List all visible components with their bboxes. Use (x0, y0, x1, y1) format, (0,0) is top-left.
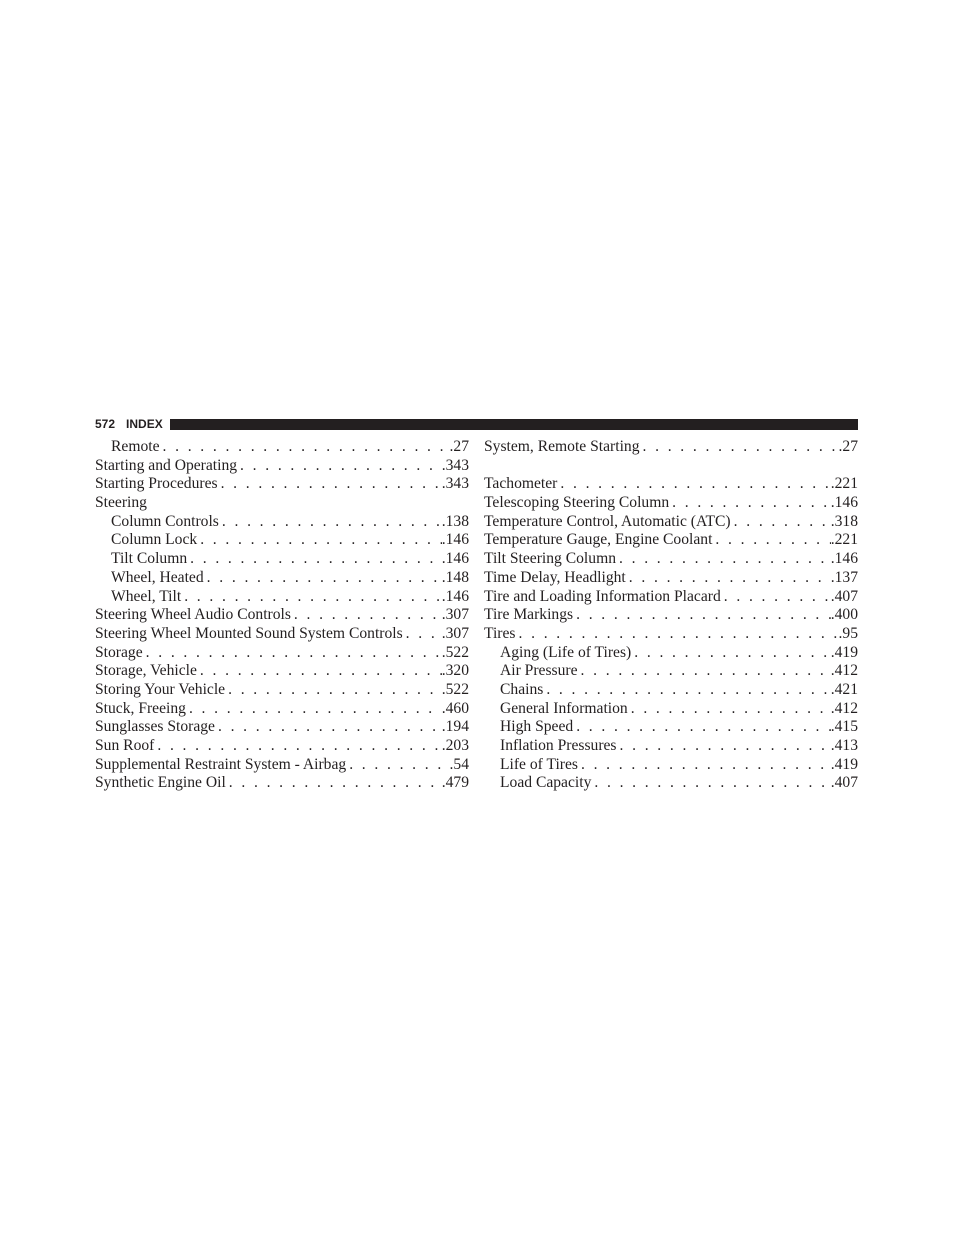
entry-page-number: .400 (830, 606, 858, 624)
dot-leader (237, 457, 442, 476)
index-spacer (484, 457, 858, 476)
header-rule (170, 419, 858, 430)
dot-leader (631, 644, 830, 663)
entry-label: Steering Wheel Audio Controls (95, 606, 291, 624)
dot-leader (712, 531, 830, 550)
entry-label: Sunglasses Storage (95, 718, 215, 736)
entry-page-number: .460 (441, 699, 469, 717)
index-subentry (95, 513, 469, 532)
dot-leader (557, 475, 830, 494)
dot-leader (186, 700, 442, 719)
index-entry (95, 756, 469, 775)
entry-page-number: .146 (441, 531, 469, 549)
index-entry (95, 606, 469, 625)
entry-label: Chains (500, 680, 544, 698)
entry-label: Stuck, Freeing (95, 699, 186, 717)
dot-leader (617, 737, 831, 756)
entry-label: Load Capacity (500, 774, 592, 792)
entry-page-number: .54 (449, 755, 469, 773)
dot-leader (197, 531, 442, 550)
entry-page-number: .343 (441, 475, 469, 493)
dot-leader (669, 494, 831, 513)
entry-label: Temperature Gauge, Engine Coolant (484, 531, 713, 549)
entry-label: Steering Wheel Mounted Sound System Controls (95, 624, 403, 642)
index-subentry (484, 700, 858, 719)
index-subentry (484, 662, 858, 681)
index-subentry (484, 756, 858, 775)
index-column-left (95, 438, 469, 793)
index-subentry (95, 531, 469, 550)
entry-label: Starting and Operating (95, 456, 238, 474)
entry-label: Tire and Loading Information Placard (484, 587, 721, 605)
entry-page-number: .413 (830, 737, 858, 754)
index-subentry (484, 718, 858, 737)
entry-page-number: .146 (441, 550, 469, 568)
dot-leader (181, 588, 442, 607)
entry-page-number: .307 (441, 624, 469, 642)
entry-label: General Information (500, 699, 628, 717)
index-subentry (95, 438, 469, 457)
index-entry (95, 700, 469, 719)
entry-page-number: .221 (830, 475, 858, 493)
entry-page-number: .138 (441, 512, 469, 530)
entry-label: Aging (Life of Tires) (500, 643, 632, 661)
entry-label: Tires (484, 624, 516, 642)
entry-label: Time Delay, Headlight (484, 568, 626, 586)
entry-page-number: .27 (838, 438, 858, 455)
entry-label: Life of Tires (500, 755, 578, 773)
index-entry (95, 774, 469, 793)
index-entry (484, 625, 858, 644)
entry-page-number: .95 (838, 624, 858, 642)
dot-leader (218, 475, 442, 494)
index-subentry (95, 550, 469, 569)
index-entry (95, 718, 469, 737)
entry-label: Remote (111, 438, 160, 455)
index-entry (95, 475, 469, 494)
entry-label: Tachometer (484, 475, 558, 493)
entry-label: Storage, Vehicle (95, 662, 197, 680)
dot-leader (578, 756, 831, 775)
entry-page-number: .412 (830, 662, 858, 680)
dot-leader (616, 550, 831, 569)
entry-page-number: .307 (441, 606, 469, 624)
page-number: 572 (95, 417, 116, 431)
entry-label: Storage (95, 643, 143, 661)
entry-page-number: .412 (830, 699, 858, 717)
entry-label: High Speed (500, 718, 574, 736)
dot-leader (591, 774, 830, 793)
dot-leader (160, 438, 450, 457)
dot-leader (226, 774, 442, 793)
index-entry (484, 550, 858, 569)
index-entry (95, 644, 469, 663)
dot-leader (291, 606, 442, 625)
entry-page-number: .27 (449, 438, 469, 455)
entry-label: Telescoping Steering Column (484, 494, 670, 512)
dot-leader (225, 681, 442, 700)
dot-leader (403, 625, 442, 644)
entry-page-number: .415 (830, 718, 858, 736)
entry-label: Temperature Control, Automatic (ATC) (484, 512, 731, 530)
index-entry (484, 438, 858, 457)
dot-leader (628, 700, 831, 719)
entry-label: Air Pressure (500, 662, 578, 680)
dot-leader (573, 606, 831, 625)
entry-label: System, Remote Starting (484, 438, 640, 455)
index-entry (95, 681, 469, 700)
index-entry (95, 737, 469, 756)
entry-label: Wheel, Tilt (111, 587, 182, 605)
entry-label: Supplemental Restraint System - Airbag (95, 755, 347, 773)
entry-page-number: .419 (830, 755, 858, 773)
entry-page-number: .221 (830, 531, 858, 549)
entry-page-number: .407 (830, 774, 858, 792)
index-entry (95, 662, 469, 681)
entry-label: Starting Procedures (95, 475, 218, 493)
dot-leader (721, 588, 831, 607)
entry-page-number: .194 (441, 718, 469, 736)
dot-leader (640, 438, 839, 457)
index-entry (95, 625, 469, 644)
entry-page-number: .407 (830, 587, 858, 605)
index-entry (484, 475, 858, 494)
page-header (95, 417, 858, 431)
index-entry (484, 513, 858, 532)
dot-leader (543, 681, 830, 700)
index-entry (484, 606, 858, 625)
dot-leader (143, 644, 442, 663)
dot-leader (516, 625, 839, 644)
entry-label: Tire Markings (484, 606, 574, 624)
dot-leader (219, 513, 442, 532)
index-column-right (484, 438, 858, 793)
entry-page-number: .421 (830, 680, 858, 698)
entry-label: Column Controls (111, 512, 219, 530)
entry-label: Storing Your Vehicle (95, 680, 226, 698)
dot-leader (154, 737, 441, 756)
entry-page-number: .318 (830, 512, 858, 530)
entry-label: Wheel, Heated (111, 568, 204, 586)
index-subentry (484, 737, 858, 756)
entry-page-number: .146 (441, 587, 469, 605)
dot-leader (187, 550, 442, 569)
entry-label: Tilt Column (111, 550, 188, 568)
index-subentry (484, 774, 858, 793)
entry-page-number: .479 (441, 774, 469, 792)
index-entry (95, 457, 469, 476)
entry-page-number: .148 (441, 568, 469, 586)
dot-leader (573, 718, 831, 737)
entry-label: Steering (95, 494, 147, 512)
index-subentry (95, 588, 469, 607)
entry-label: Column Lock (111, 531, 198, 549)
entry-label: Inflation Pressures (500, 737, 617, 754)
dot-leader (731, 513, 831, 532)
section-title: INDEX (126, 417, 163, 431)
entry-page-number: .419 (830, 643, 858, 661)
entry-page-number: .343 (441, 456, 469, 474)
entry-page-number: .522 (441, 680, 469, 698)
entry-page-number: .522 (441, 643, 469, 661)
dot-leader (215, 718, 442, 737)
dot-leader (346, 756, 449, 775)
index-entry (484, 531, 858, 550)
index-subentry (95, 569, 469, 588)
index-subentry (484, 681, 858, 700)
index-entry (484, 494, 858, 513)
index-subentry (484, 644, 858, 663)
entry-page-number: .320 (441, 662, 469, 680)
dot-leader (204, 569, 442, 588)
dot-leader (626, 569, 831, 588)
index-entry (484, 588, 858, 607)
entry-page-number: .146 (830, 494, 858, 512)
index-entry (95, 494, 469, 513)
entry-page-number: .146 (830, 550, 858, 568)
entry-page-number: .137 (830, 568, 858, 586)
entry-label: Synthetic Engine Oil (95, 774, 226, 792)
entry-label: Sun Roof (95, 737, 155, 754)
dot-leader (578, 662, 831, 681)
index-entry (484, 569, 858, 588)
entry-label: Tilt Steering Column (484, 550, 616, 568)
dot-leader (197, 662, 442, 681)
entry-page-number: .203 (441, 737, 469, 754)
